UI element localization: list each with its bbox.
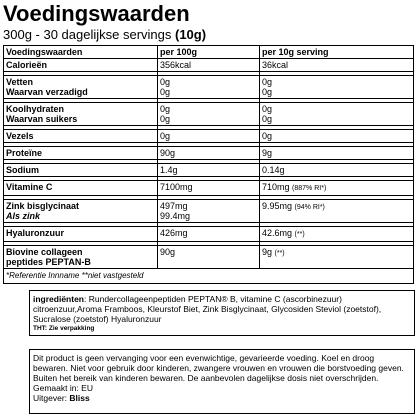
value-per-serving [260, 246, 414, 269]
value: 0g [160, 104, 171, 114]
value-per-100g: 426mg [158, 227, 260, 242]
publisher-name: Bliss [69, 393, 90, 403]
value-per-serving [260, 103, 414, 126]
value-per-100g: 7100mg [158, 181, 260, 196]
row-label-sub: Waarvan verzadigd [6, 87, 88, 97]
ingredients-list: : Rundercollageenpeptiden PEPTAN® B, vitamine C (ascorbinezuur) citroenzuur,Aroma Framboos, Kleurstof Biet, Zink Bisglycinaat, Glycosiden Steviol (zoetstof), Sucralose (zoetstof) Hyaluronzuur [33, 294, 382, 324]
notice-text: Dit product is geen vervanging voor een evenwichtige, gevarieerde voeding. Koel en droog bewaren. Niet voor gebruik door kinderen, zwangere vrouwen en vrouwen die borstvoeding geven. Buiten het bereik van kinderen bewaren. De aanbevolen dagelijkse dosis niet overschrijden. [33, 353, 404, 383]
ri-percentage: (94% RI*) [294, 204, 325, 211]
value-per-100g: 90g [158, 246, 260, 269]
publisher-label: Uitgever: [33, 393, 70, 403]
value-per-100g: 0g [158, 130, 260, 143]
column-header: per 100g [158, 46, 260, 59]
value: 0g [262, 104, 273, 114]
table-row [4, 200, 414, 223]
row-label: Sodium [4, 164, 158, 177]
row-label-sub: Als zink [6, 211, 41, 221]
ri-note: (**) [294, 231, 305, 238]
ri-percentage: (887% RI*) [292, 185, 327, 192]
value-per-100g [158, 76, 260, 99]
serving-info-text: 300g - 30 dagelijkse servings [3, 27, 175, 42]
value: 0g [262, 114, 273, 124]
table-header-row [4, 46, 414, 59]
row-label: Proteïne [4, 147, 158, 160]
row-label [4, 246, 158, 269]
value: 9g [262, 247, 273, 257]
row-label: Vezels [4, 130, 158, 143]
ingredients-text [33, 294, 411, 324]
value: 0g [262, 77, 273, 87]
column-header: per 10g serving [260, 46, 414, 59]
row-label-sub: peptides PEPTAN-B [6, 257, 91, 267]
row-label-main: Vetten [6, 77, 34, 87]
table-row [4, 130, 414, 143]
table-row [4, 181, 414, 196]
value-per-serving: 0g [260, 130, 414, 143]
ri-note: (**) [274, 250, 285, 257]
nutrition-table [3, 45, 414, 284]
value: 9.95mg [262, 201, 293, 211]
best-before: THT: Zie verpakking [33, 325, 95, 332]
value-per-100g: 90g [158, 147, 260, 160]
value: 0g [262, 87, 273, 97]
row-label [4, 103, 158, 126]
value: 497mg [160, 201, 188, 211]
table-row [4, 227, 414, 242]
value-per-100g: 1.4g [158, 164, 260, 177]
value: 710mg [262, 182, 290, 192]
value-per-serving: 9g [260, 147, 414, 160]
table-row [4, 246, 414, 269]
row-label-sub: Waarvan suikers [6, 114, 78, 124]
column-header: Voedingswaarden [4, 46, 158, 59]
value-per-100g [158, 200, 260, 223]
row-label-main: Zink bisglycinaat [6, 201, 80, 211]
value-per-serving [260, 227, 414, 242]
value-per-100g: 356kcal [158, 59, 260, 72]
notice-box [29, 349, 415, 414]
footnote-row [4, 269, 414, 284]
row-label-main: Koolhydraten [6, 104, 65, 114]
row-label-main: Biovine collageen [6, 247, 83, 257]
value-per-serving: 0.14g [260, 164, 414, 177]
table-row [4, 59, 414, 72]
value: 0g [160, 77, 171, 87]
value: 0g [160, 87, 171, 97]
nutrition-panel [3, 0, 413, 284]
page-title: Voedingswaarden [3, 1, 190, 26]
row-label: Hyaluronzuur [4, 227, 158, 242]
value: 99.4mg [160, 211, 191, 221]
table-row [4, 76, 414, 99]
value: 0g [160, 114, 171, 124]
value-per-serving [260, 76, 414, 99]
row-label: Vitamine C [4, 181, 158, 196]
made-in: Gemaakt in: EU [33, 383, 93, 393]
value-per-serving [260, 181, 414, 196]
table-row [4, 147, 414, 160]
row-label [4, 76, 158, 99]
serving-info [3, 27, 413, 43]
ingredients-label: ingrediënten [33, 294, 85, 304]
row-label: Calorieën [4, 59, 158, 72]
ingredients-box [29, 290, 415, 336]
footnote: *Referentie Innname **niet vastgesteld [4, 269, 414, 284]
table-row [4, 103, 414, 126]
row-label [4, 200, 158, 223]
value-per-100g [158, 103, 260, 126]
publisher-line [33, 393, 411, 403]
table-row [4, 164, 414, 177]
serving-size: (10g) [175, 27, 207, 42]
value: 42.6mg [262, 228, 293, 238]
value-per-serving: 36kcal [260, 59, 414, 72]
value-per-serving [260, 200, 414, 223]
